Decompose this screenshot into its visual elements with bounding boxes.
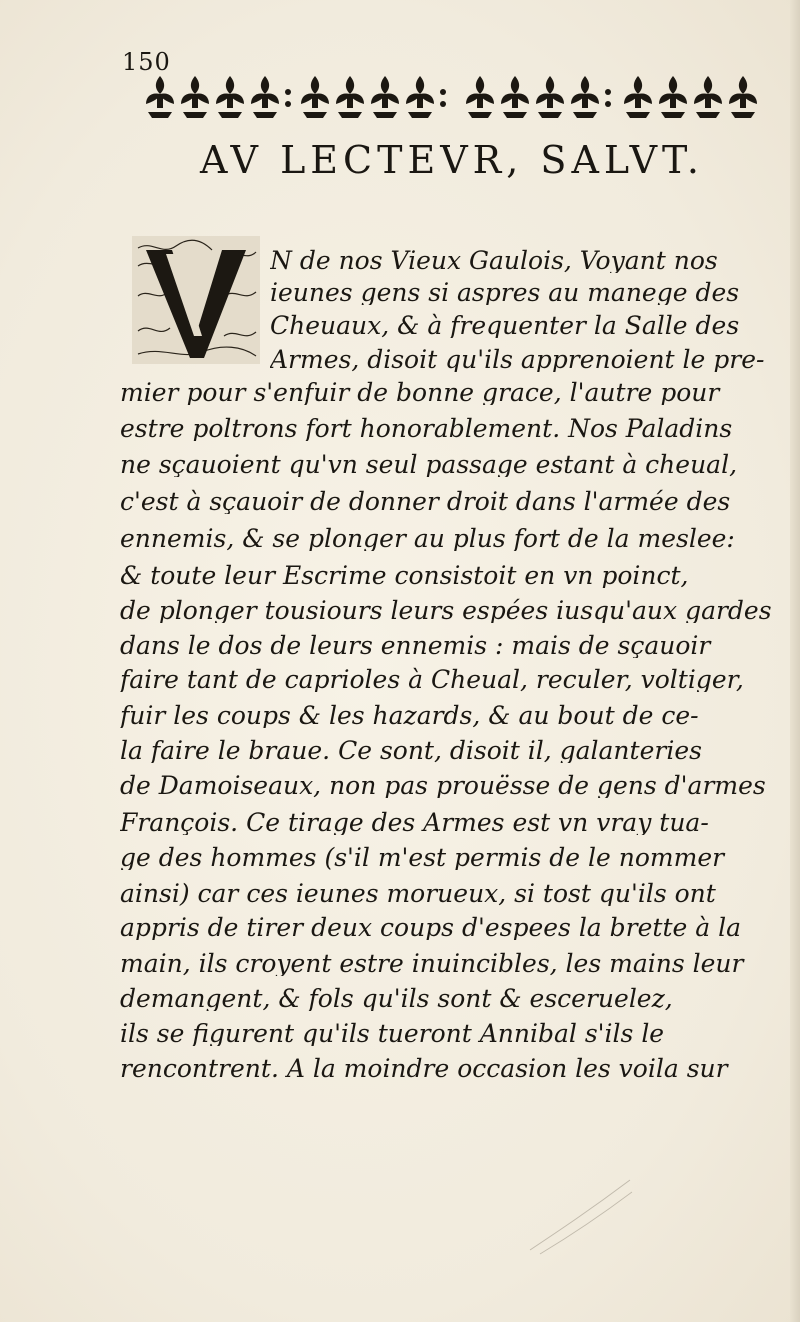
text-line: dans le dos de leurs ennemis : mais de sçauoir [120,633,711,658]
ink-smudge [520,1170,640,1260]
decorated-initial-v [132,236,260,364]
text-line: ne sçauoient qu'vn seul passage estant à cheual, [120,452,738,477]
text-line: Cheuaux, & à frequenter la Salle des [270,313,740,338]
text-line: mier pour s'enfuir de bonne grace, l'autre pour [120,380,720,405]
text-line: ge des hommes (s'il m'est permis de le nommer [120,845,725,870]
text-line: main, ils croyent estre inuincibles, les mains leur [120,951,744,976]
page-edge [790,0,800,1322]
text-line: de plonger tousiours leurs espées iusqu'aux gardes [120,598,772,623]
text-line: fuir les coups & les hazards, & au bout de ce- [120,703,699,728]
text-line: ennemis, & se plonger au plus fort de la meslee: [120,526,735,551]
text-line: de Damoiseaux, non pas prouësse de gens d'armes [120,773,766,798]
text-line: demangent, & fols qu'ils sont & esceruelez, [120,986,673,1011]
page-heading: AV LECTEVR, SALVT. [200,138,704,182]
text-line: ils se figurent qu'ils tueront Annibal s'ils le [120,1021,665,1046]
text-line: faire tant de caprioles à Cheual, reculer, voltiger, [120,667,744,692]
text-line: rencontrent. A la moindre occasion les voila sur [120,1056,728,1081]
text-line: ainsi) car ces ieunes morueux, si tost qu'ils ont [120,881,716,906]
text-line: appris de tirer deux coups d'espees la brette à la [120,915,741,940]
text-line: estre poltrons fort honorablement. Nos Paladins [120,416,733,441]
page-number: 150 [122,48,171,76]
text-line: c'est à sçauoir de donner droit dans l'armée des [120,489,731,514]
headpiece-ornament [140,72,770,122]
text-line: Armes, disoit qu'ils apprenoient le pre- [270,347,765,372]
text-line: ieunes gens si aspres au manege des [270,280,740,305]
text-line: François. Ce tirage des Armes est vn vray tua- [120,810,709,835]
text-line: & toute leur Escrime consistoit en vn poinct, [120,563,689,588]
text-line: N de nos Vieux Gaulois, Voyant nos [270,248,718,273]
text-line: la faire le braue. Ce sont, disoit il, galanteries [120,738,702,763]
